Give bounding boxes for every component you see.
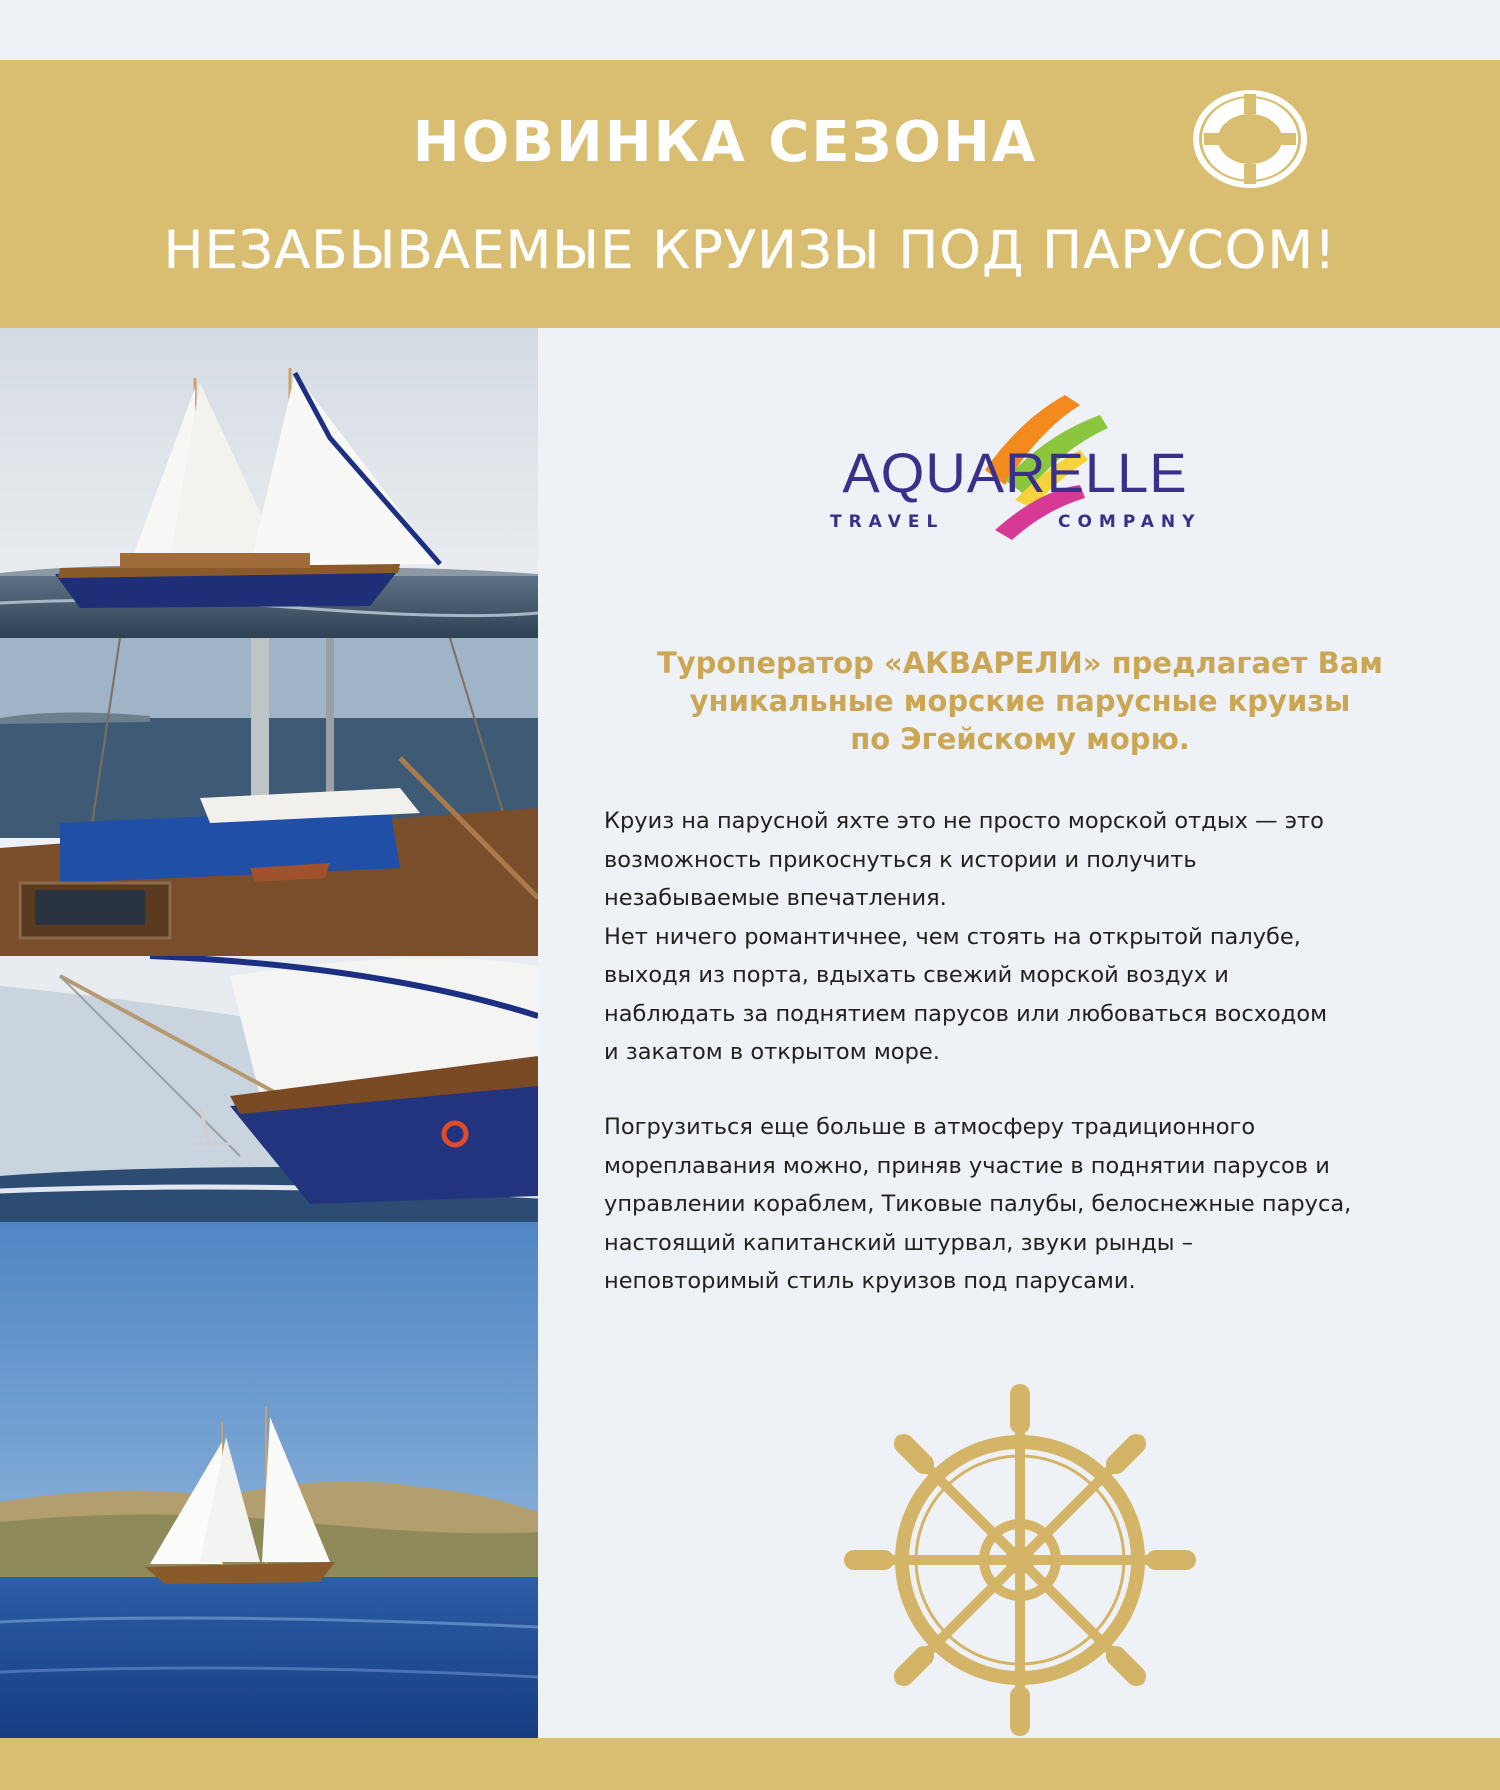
- lead-text: [560, 644, 1480, 758]
- text-line: выходя из порта, вдыхать свежий морской воздух и: [604, 962, 1229, 988]
- text-line: возможность прикоснуться к истории и получить: [604, 846, 1197, 873]
- logo-company: COMPANY: [1058, 512, 1202, 532]
- aquarelle-logo: [780, 390, 1260, 550]
- photo-yacht-deck: [0, 638, 538, 956]
- text-line: незабываемые впечатления.: [604, 885, 947, 911]
- body-paragraph-2: [604, 1108, 1484, 1301]
- logo-travel: TRAVEL: [830, 512, 945, 532]
- text-line: мореплавания можно, приняв участие в поднятии парусов и: [604, 1152, 1330, 1179]
- body-paragraph-1: [604, 802, 1484, 1072]
- logo-wordmark: AQUARELLE: [842, 441, 1188, 504]
- text-line: Нет ничего романтичнее, чем стоять на открытой палубе,: [604, 923, 1301, 950]
- cruise-slogan: НЕЗАБЫВАЕМЫЕ КРУИЗЫ ПОД ПАРУСОМ!: [163, 220, 1337, 281]
- text-line: наблюдать за поднятием парусов или любоваться восходом: [604, 1000, 1328, 1027]
- text-line: настоящий капитанский штурвал, звуки рынды –: [604, 1229, 1193, 1256]
- photo-yacht-sailing: [0, 328, 538, 638]
- top-strip: [0, 0, 1500, 60]
- header-banner: [0, 60, 1500, 328]
- season-title: НОВИНКА СЕЗОНА: [412, 110, 1038, 175]
- lead-line: Туроператор «АКВАРЕЛИ» предлагает Вам: [656, 646, 1384, 680]
- text-line: неповторимый стиль круизов под парусами.: [604, 1268, 1136, 1294]
- text-line: управлении кораблем, Тиковые палубы, белоснежные паруса,: [604, 1191, 1352, 1217]
- lifebuoy-icon: [1186, 84, 1314, 194]
- text-line: Погрузиться еще больше в атмосферу традиционного: [604, 1114, 1256, 1140]
- lead-line: уникальные морские парусные круизы: [689, 684, 1351, 718]
- text-line: Круиз на парусной яхте это не просто морской отдых — это: [604, 808, 1324, 834]
- footer-bar: [0, 1738, 1500, 1790]
- ship-wheel-icon: [840, 1380, 1200, 1740]
- text-line: и закатом в открытом море.: [604, 1039, 940, 1065]
- photo-yacht-bow: [0, 956, 538, 1222]
- photo-yacht-island: [0, 1222, 538, 1738]
- lead-line: по Эгейскому морю.: [850, 722, 1190, 756]
